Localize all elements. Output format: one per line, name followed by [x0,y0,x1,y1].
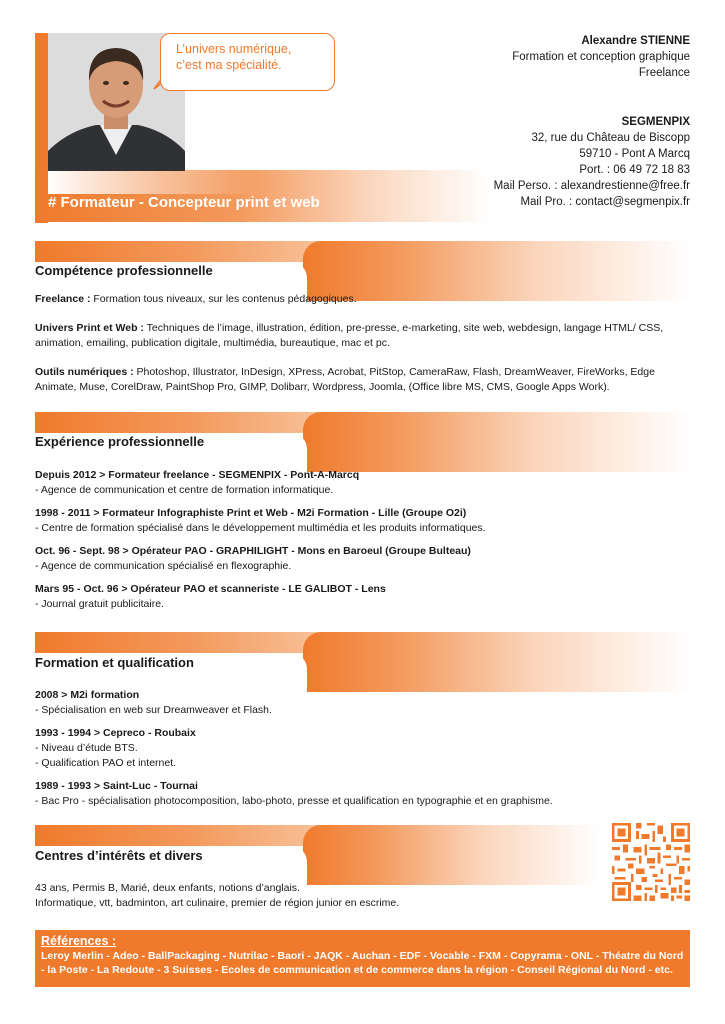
experience-item: Oct. 96 - Sept. 98 > Opérateur PAO - GRAPHILIGHT - Mons en Baroeul (Groupe Bulteau) - Agence de communication spécialisé en flexographie. [35,545,471,572]
formation-body [35,688,690,817]
section-title-competence: Compétence professionnelle [35,263,213,278]
experience-body [35,468,690,620]
contact-name: Alexandre STIENNE [581,35,690,47]
experience-item: Mars 95 - Oct. 96 > Opérateur PAO et scanneriste - LE GALIBOT - Lens - Journal gratuit publicitaire. [35,583,386,610]
competence-item: Outils numériques : Photoshop, Illustrator, InDesign, XPress, Acrobat, PitStop, CameraRaw, Flash, DreamWeaver, FireWorks, Edge Animate, Muse, CorelDraw, PaintShop Pro, GIMP, Dolibarr, Wordpress, Joomla, (Office libre MS, CMS, Google Apps Work). [35,366,655,393]
interets-line-1: 43 ans, Permis B, Marié, deux enfants, notions d’anglais. [35,882,300,894]
experience-item: Depuis 2012 > Formateur freelance - SEGMENPIX - Pont-A-Marcq - Agence de communication et centre de formation informatique. [35,469,360,496]
contact-block [494,33,690,210]
section-title-formation: Formation et qualification [35,655,194,670]
formation-item: 1989 - 1993 > Saint-Luc - Tournai - Bac Pro - spécialisation photocomposition, labo-photo, presse et qualification en typographie et en graphisme. [35,780,553,807]
section-title-experience: Expérience professionnelle [35,434,205,449]
qr-code-icon[interactable] [612,823,690,901]
contact-city: 59710 - Pont A Marcq [579,148,690,160]
contact-role: Formation et conception graphique [512,51,690,63]
quote-line-2: c’est ma spécialité. [176,58,282,72]
contact-mail-perso[interactable]: Mail Perso. : alexandrestienne@free.fr [493,180,690,192]
headline: # Formateur - Concepteur print et web [48,194,320,211]
references-title: Références : [41,934,117,948]
experience-item: 1998 - 2011 > Formateur Infographiste Print et Web - M2i Formation - Lille (Groupe O2i) - Centre de formation spécialisé dans le développement multimédia et les produits informatiques. [35,507,486,534]
references-line-1: Leroy Merlin - Adeo - BallPackaging - Nutrilac - Baori - JAQK - Auchan - EDF - Vocable - FXM - Copyrama - ONL - Théatre du Nord [41,949,684,962]
references-block [35,930,690,987]
references-line-2: - la Poste - La Redoute - 3 Suisses - Ecoles de communication et de commerce dans la région - Conseil Régional du Nord - etc. [41,964,673,976]
interets-line-2: Informatique, vtt, badminton, art culinaire, premier de région junior en escrime. [35,897,400,909]
competence-item: Freelance : Formation tous niveaux, sur les contenus pédagogiques. [35,293,357,305]
header-band-fade [48,170,258,194]
section-title-interets: Centres d’intérêts et divers [35,848,203,863]
contact-status: Freelance [638,67,690,79]
contact-mail-pro[interactable]: Mail Pro. : contact@segmenpix.fr [520,196,690,208]
competence-item: Univers Print et Web : Techniques de l’image, illustration, édition, pre-presse, e-marketing, site web, webdesign, langage HTML/ CSS, animation, emailing, publication digitale, multimédia, bureautique, mac et pc. [35,322,664,349]
interets-body [35,881,690,911]
contact-phone: Port. : 06 49 72 18 83 [579,164,690,176]
formation-item: 1993 - 1994 > Cepreco - Roubaix - Niveau d’étude BTS. - Qualification PAO et internet. [35,727,196,769]
contact-company: SEGMENPIX [621,116,690,128]
quote-bubble [160,33,335,91]
quote-line-1: L’univers numérique, [176,42,292,56]
formation-item: 2008 > M2i formation - Spécialisation en web sur Dreamweaver et Flash. [35,689,272,716]
competence-body [35,292,690,409]
contact-address: 32, rue du Château de Biscopp [531,132,690,144]
